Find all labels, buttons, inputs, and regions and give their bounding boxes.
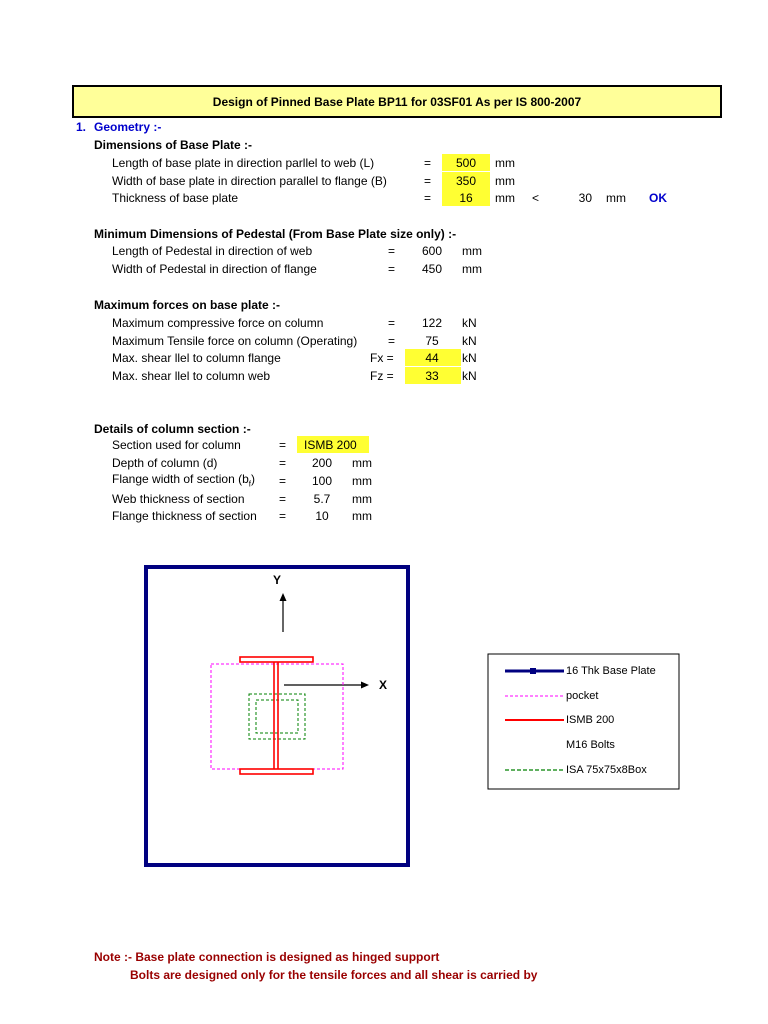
unit-flange-thickness: mm: [352, 509, 372, 523]
label-tensile-force: Maximum Tensile force on column (Operating): [112, 334, 358, 348]
legend-plate-marker: [530, 668, 536, 674]
label-shear-fz: Max. shear llel to column web: [112, 369, 271, 383]
eq-flange-width: =: [279, 474, 287, 488]
unit-compressive-force: kN: [462, 316, 477, 330]
legend-item-plate: 16 Thk Base Plate: [566, 665, 656, 677]
eq-pedestal-length: =: [388, 244, 396, 258]
label-flange-width: Flange width of section $(b_f)$: [112, 472, 255, 489]
label-length-base-plate: Length of base plate in direction parllel to web (L): [112, 156, 375, 170]
thickness-status-badge: OK: [649, 191, 667, 205]
value-flange-thickness: 10: [315, 509, 329, 523]
legend-item-bolts: M16 Bolts: [566, 739, 615, 751]
eq-width: =: [424, 174, 432, 188]
eq-pedestal-width: =: [388, 262, 396, 276]
eq-shear-fx: Fx =: [370, 351, 394, 365]
geometry-heading: Geometry :-: [94, 120, 162, 134]
y-axis-arrow-head: [280, 593, 287, 601]
label-compressive-force: Maximum compressive force on column: [112, 316, 324, 330]
label-shear-fx: Max. shear llel to column flange: [112, 351, 281, 365]
ismb-top-flange: [240, 657, 313, 662]
value-tensile-force: 75: [425, 334, 439, 348]
forces-heading: Maximum forces on base plate :-: [94, 298, 281, 312]
value-pedestal-length: 600: [421, 244, 443, 258]
value-thickness[interactable]: 16: [459, 191, 473, 205]
compare-symbol: <: [532, 191, 540, 205]
value-section-used[interactable]: ISMB 200: [304, 438, 357, 452]
eq-section-used: =: [279, 438, 287, 452]
isa-box-inner: [256, 700, 298, 733]
axis-y-label: Y: [273, 573, 282, 587]
label-column-depth: Depth of column (d): [112, 456, 218, 470]
label-pedestal-width: Width of Pedestal in direction of flange: [112, 262, 317, 276]
label-web-thickness: Web thickness of section: [112, 492, 245, 506]
thickness-limit-unit: mm: [606, 191, 626, 205]
unit-shear-fx: kN: [462, 351, 477, 365]
unit-width: mm: [495, 174, 515, 188]
eq-thickness: =: [424, 191, 432, 205]
unit-shear-fz: kN: [462, 369, 477, 383]
geometry-heading-number: 1.: [76, 120, 87, 134]
unit-web-thickness: mm: [352, 492, 372, 506]
eq-shear-fz: Fz =: [370, 369, 394, 383]
axis-x-label: X: [379, 678, 388, 692]
pocket-outline: [211, 664, 343, 769]
label-thickness-base-plate: Thickness of base plate: [112, 191, 239, 205]
eq-web-thickness: =: [279, 492, 287, 506]
page-title-text: Design of Pinned Base Plate BP11 for 03SF01 As per IS 800-2007: [212, 94, 582, 109]
unit-thickness: mm: [495, 191, 515, 205]
thickness-limit: 30: [578, 191, 592, 205]
value-length[interactable]: 500: [455, 156, 477, 170]
unit-flange-width: mm: [352, 474, 372, 488]
label-flange-thickness: Flange thickness of section: [112, 509, 257, 523]
value-flange-width: 100: [311, 474, 333, 488]
column-heading: Details of column section :-: [94, 422, 251, 436]
value-web-thickness: 5.7: [313, 492, 331, 506]
eq-flange-thickness: =: [279, 509, 287, 523]
note-line-1: Note :- Base plate connection is designed as hinged support: [94, 950, 440, 964]
eq-column-depth: =: [279, 456, 287, 470]
eq-compressive-force: =: [388, 316, 396, 330]
base-plate-dimensions-heading: Dimensions of Base Plate :-: [94, 138, 253, 152]
value-shear-fz[interactable]: 33: [425, 369, 439, 383]
legend-item-isa: ISA 75x75x8Box: [566, 764, 647, 776]
isa-box-outer: [249, 694, 305, 739]
label-width-base-plate: Width of base plate in direction parallel to flange (B): [112, 174, 387, 188]
unit-pedestal-length: mm: [462, 244, 482, 258]
value-pedestal-width: 450: [421, 262, 443, 276]
label-pedestal-length: Length of Pedestal in direction of web: [112, 244, 313, 258]
unit-column-depth: mm: [352, 456, 372, 470]
value-shear-fx[interactable]: 44: [425, 351, 439, 365]
x-axis-arrow-head: [361, 682, 369, 689]
unit-pedestal-width: mm: [462, 262, 482, 276]
unit-length: mm: [495, 156, 515, 170]
eq-tensile-force: =: [388, 334, 396, 348]
note-line-2: Bolts are designed only for the tensile forces and all shear is carried by: [130, 968, 538, 982]
value-column-depth: 200: [311, 456, 333, 470]
label-section-used: Section used for column: [112, 438, 241, 452]
ismb-bottom-flange: [240, 769, 313, 774]
legend-item-section: ISMB 200: [566, 714, 615, 726]
legend-item-pocket: pocket: [566, 690, 599, 702]
unit-tensile-force: kN: [462, 334, 477, 348]
value-width[interactable]: 350: [455, 174, 477, 188]
pedestal-heading: Minimum Dimensions of Pedestal (From Base Plate size only) :-: [94, 227, 457, 241]
value-compressive-force: 122: [421, 316, 443, 330]
eq-length: =: [424, 156, 432, 170]
base-plate-outline: [146, 567, 408, 865]
